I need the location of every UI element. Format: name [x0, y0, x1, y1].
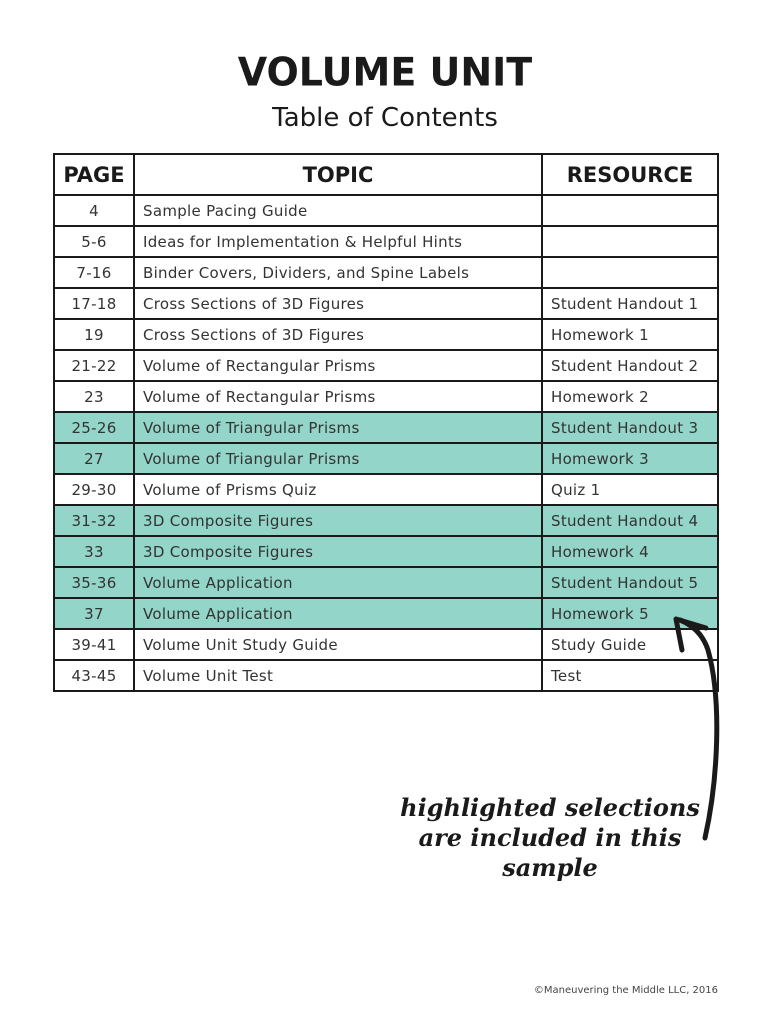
resource-cell: Homework 1: [542, 319, 718, 350]
table-row: [54, 474, 718, 505]
resource-cell: Homework 5: [542, 598, 718, 629]
resource-cell: Homework 3: [542, 443, 718, 474]
page-cell: 35-36: [54, 567, 134, 598]
topic-cell: 3D Composite Figures: [134, 536, 542, 567]
table-row: [54, 257, 718, 288]
table-row: [54, 536, 718, 567]
table-row: [54, 412, 718, 443]
page-cell: 23: [54, 381, 134, 412]
table-row: [54, 660, 718, 691]
topic-cell: Binder Covers, Dividers, and Spine Labels: [134, 257, 542, 288]
note-line: highlighted selections: [400, 793, 700, 822]
header-resource: RESOURCE: [542, 154, 718, 195]
table-row: [54, 505, 718, 536]
topic-cell: Volume of Rectangular Prisms: [134, 381, 542, 412]
resource-cell: Student Handout 3: [542, 412, 718, 443]
highlight-note: [390, 793, 710, 883]
topic-cell: Volume of Triangular Prisms: [134, 443, 542, 474]
resource-cell: Test: [542, 660, 718, 691]
note-line: sample: [502, 853, 598, 882]
table-row: [54, 350, 718, 381]
topic-cell: Cross Sections of 3D Figures: [134, 319, 542, 350]
page-cell: 21-22: [54, 350, 134, 381]
resource-cell: Student Handout 2: [542, 350, 718, 381]
header-page: PAGE: [54, 154, 134, 195]
table-row: [54, 226, 718, 257]
copyright-footer: ©Maneuvering the Middle LLC, 2016: [533, 985, 718, 996]
page-cell: 5-6: [54, 226, 134, 257]
page-cell: 31-32: [54, 505, 134, 536]
topic-cell: Volume Unit Test: [134, 660, 542, 691]
resource-cell: [542, 257, 718, 288]
resource-cell: Study Guide: [542, 629, 718, 660]
resource-cell: Homework 2: [542, 381, 718, 412]
page-title: VOLUME UNIT: [237, 49, 533, 95]
table-of-contents: [53, 153, 719, 692]
table-row: [54, 567, 718, 598]
topic-cell: Volume of Rectangular Prisms: [134, 350, 542, 381]
table-row: [54, 288, 718, 319]
table-row: [54, 195, 718, 226]
table-header-row: [54, 154, 718, 195]
topic-cell: Volume of Triangular Prisms: [134, 412, 542, 443]
page-cell: 43-45: [54, 660, 134, 691]
resource-cell: Student Handout 1: [542, 288, 718, 319]
page-cell: 25-26: [54, 412, 134, 443]
resource-cell: Student Handout 5: [542, 567, 718, 598]
topic-cell: 3D Composite Figures: [134, 505, 542, 536]
header-topic: TOPIC: [134, 154, 542, 195]
topic-cell: Volume Unit Study Guide: [134, 629, 542, 660]
table-row: [54, 381, 718, 412]
topic-cell: Ideas for Implementation & Helpful Hints: [134, 226, 542, 257]
page-cell: 4: [54, 195, 134, 226]
resource-cell: Quiz 1: [542, 474, 718, 505]
page-cell: 7-16: [54, 257, 134, 288]
page-cell: 37: [54, 598, 134, 629]
table-row: [54, 598, 718, 629]
page-cell: 17-18: [54, 288, 134, 319]
topic-cell: Volume Application: [134, 567, 542, 598]
page-cell: 29-30: [54, 474, 134, 505]
resource-cell: Student Handout 4: [542, 505, 718, 536]
table-row: [54, 629, 718, 660]
resource-cell: [542, 226, 718, 257]
page-cell: 19: [54, 319, 134, 350]
topic-cell: Volume of Prisms Quiz: [134, 474, 542, 505]
resource-cell: Homework 4: [542, 536, 718, 567]
topic-cell: Cross Sections of 3D Figures: [134, 288, 542, 319]
table-row: [54, 443, 718, 474]
topic-cell: Sample Pacing Guide: [134, 195, 542, 226]
page-cell: 39-41: [54, 629, 134, 660]
page-subtitle: Table of Contents: [272, 103, 498, 133]
page-cell: 27: [54, 443, 134, 474]
page-cell: 33: [54, 536, 134, 567]
topic-cell: Volume Application: [134, 598, 542, 629]
note-line: are included in this: [418, 823, 682, 852]
table-row: [54, 319, 718, 350]
resource-cell: [542, 195, 718, 226]
